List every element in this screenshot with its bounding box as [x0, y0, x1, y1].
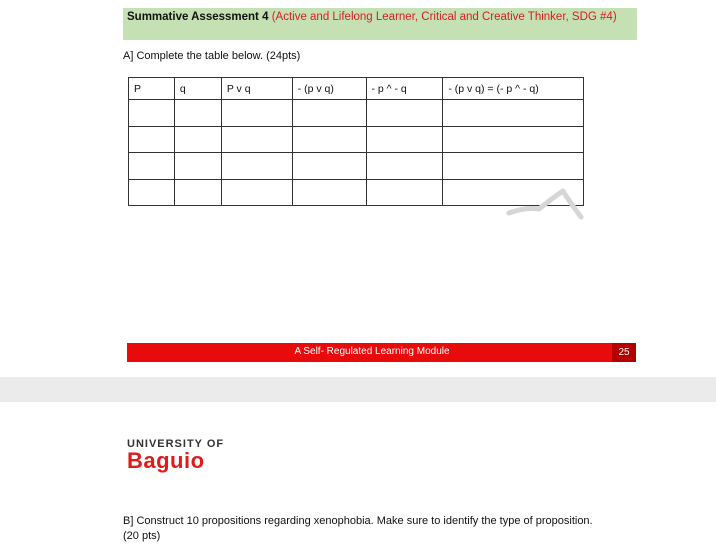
watermark-mark	[505, 185, 585, 225]
table-cell	[292, 153, 366, 180]
table-cell	[292, 126, 366, 153]
table-cell	[221, 179, 292, 206]
table-cell	[129, 100, 175, 127]
table-cell	[221, 126, 292, 153]
university-logo	[127, 438, 224, 472]
table-cell	[366, 179, 443, 206]
table-cell	[366, 126, 443, 153]
table-cell	[366, 100, 443, 127]
table-cell	[174, 126, 221, 153]
table-cell	[292, 100, 366, 127]
table-cell	[292, 179, 366, 206]
table-cell	[221, 100, 292, 127]
heading-title: Summative Assessment 4	[127, 11, 269, 23]
header-cell: P v q	[221, 78, 292, 100]
table-cell	[174, 179, 221, 206]
header-cell: P	[129, 78, 175, 100]
table-cell	[443, 126, 584, 153]
instruction-b: B] Construct 10 propositions regarding xenophobia. Make sure to identify the type of proposition. (20 pts)	[123, 515, 593, 542]
header-cell: - p ^ - q	[366, 78, 443, 100]
table-row	[129, 153, 584, 180]
header-cell: q	[174, 78, 221, 100]
table-cell	[129, 179, 175, 206]
header-cell: - (p v q) = (- p ^ - q)	[443, 78, 584, 100]
table-row	[129, 126, 584, 153]
header-cell: - (p v q)	[292, 78, 366, 100]
table-cell	[174, 100, 221, 127]
instruction-a: A] Complete the table below. (24pts)	[123, 50, 301, 62]
table-cell	[443, 153, 584, 180]
table-cell	[129, 153, 175, 180]
table-cell	[221, 153, 292, 180]
table-cell	[129, 126, 175, 153]
table-row	[129, 100, 584, 127]
logo-baguio: Baguio	[127, 448, 205, 473]
logo-university-of: UNIVERSITY OF	[127, 438, 225, 450]
table-cell	[366, 153, 443, 180]
footer-title: A Self- Regulated Learning Module	[294, 346, 450, 357]
heading-subtitle: (Active and Lifelong Learner, Critical and Creative Thinker, SDG #4)	[271, 11, 617, 23]
table-cell	[443, 100, 584, 127]
table-header-row	[129, 78, 584, 100]
page-separator	[0, 377, 716, 402]
table-cell	[174, 153, 221, 180]
module-footer	[127, 343, 636, 362]
assessment-heading	[123, 8, 637, 40]
page-number: 25	[612, 343, 636, 362]
